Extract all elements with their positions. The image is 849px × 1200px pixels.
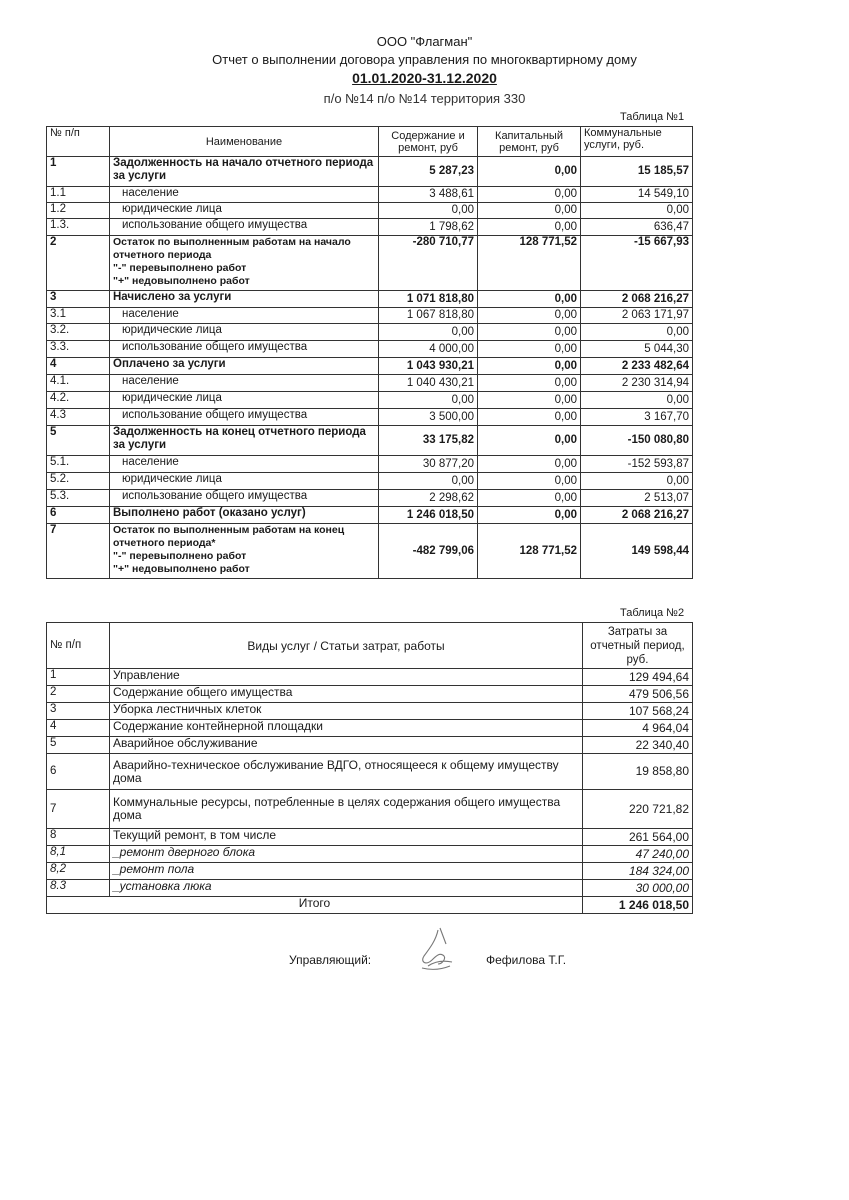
table2-row	[47, 754, 693, 790]
table1-maint-cell: 5 287,23	[379, 157, 478, 187]
table1-utility-cell: 149 598,44	[581, 524, 693, 579]
table2-name-cell: Коммунальные ресурсы, потребленные в целях содержания общего имущества дома	[110, 790, 583, 829]
table1-num-cell: 4	[47, 358, 110, 375]
table1-row	[47, 409, 693, 426]
table1-utility-cell: 15 185,57	[581, 157, 693, 187]
table1-utility-cell: 0,00	[581, 324, 693, 341]
table1-capital-cell: 0,00	[478, 203, 581, 219]
table1-capital-cell: 128 771,52	[478, 236, 581, 291]
table1-num-cell: 1.3.	[47, 219, 110, 236]
table2-name-cell: Уборка лестничных клеток	[110, 703, 583, 720]
table1-utility-cell: 0,00	[581, 392, 693, 409]
table1-header-num: № п/п	[47, 127, 110, 157]
table2-header-cost: Затраты за отчетный период, руб.	[583, 623, 693, 669]
table2-row	[47, 846, 693, 863]
table2-header-num: № п/п	[47, 623, 110, 669]
table1-num-cell: 1.2	[47, 203, 110, 219]
report-subtitle: п/о №14 п/о №14 территория 330	[323, 91, 526, 106]
table1-row	[47, 392, 693, 409]
table1-name-cell: население	[110, 375, 379, 392]
table1-row	[47, 203, 693, 219]
table1-utility-cell: 2 233 482,64	[581, 358, 693, 375]
table1-maint-cell: 0,00	[379, 324, 478, 341]
table2-num-cell: 7	[47, 790, 110, 829]
table1-name-line: "+" недовыполнено работ	[113, 563, 250, 575]
table1-maint-cell: 0,00	[379, 473, 478, 490]
table1-maint-cell: 1 071 818,80	[379, 291, 478, 308]
table2-cost-cell: 47 240,00	[583, 846, 693, 863]
table1-name-cell: использование общего имущества	[110, 490, 379, 507]
table2-cost-cell: 220 721,82	[583, 790, 693, 829]
table1-row	[47, 324, 693, 341]
table1-capital-cell: 0,00	[478, 490, 581, 507]
table2-num-cell: 3	[47, 703, 110, 720]
table1-maint-cell: 1 067 818,80	[379, 308, 478, 324]
table2-row	[47, 703, 693, 720]
table1-maint-cell: 2 298,62	[379, 490, 478, 507]
table1-num-cell: 4.2.	[47, 392, 110, 409]
table1-num-cell: 3	[47, 291, 110, 308]
table1-row	[47, 490, 693, 507]
table2-row	[47, 686, 693, 703]
table1-name-cell: Выполнено работ (оказано услуг)	[110, 507, 379, 524]
table1-utility-cell: 2 063 171,97	[581, 308, 693, 324]
table1-capital-cell: 0,00	[478, 324, 581, 341]
table2-name-cell: _установка люка	[110, 880, 583, 897]
table1-maint-cell: 3 488,61	[379, 187, 478, 203]
table2-cost-cell: 129 494,64	[583, 669, 693, 686]
table1-utility-cell: 2 068 216,27	[581, 507, 693, 524]
table1-num-cell: 2	[47, 236, 110, 291]
table1-capital-cell: 0,00	[478, 291, 581, 308]
table1-maint-cell: 0,00	[379, 203, 478, 219]
table1-name-line: Остаток по выполненным работам на конец отчетного периода*	[113, 524, 345, 549]
table1-maint-cell: 30 877,20	[379, 456, 478, 473]
table2-name-cell: Содержание контейнерной площадки	[110, 720, 583, 737]
table1-utility-cell: 2 068 216,27	[581, 291, 693, 308]
table1-row	[47, 341, 693, 358]
table1-maint-cell: -482 799,06	[379, 524, 478, 579]
table2-row	[47, 720, 693, 737]
table2-header-name: Виды услуг / Статьи затрат, работы	[110, 623, 583, 669]
table2-label: Таблица №2	[620, 607, 685, 619]
table2-row	[47, 863, 693, 880]
table1-capital-cell: 0,00	[478, 219, 581, 236]
table2-name-cell: _ремонт дверного блока	[110, 846, 583, 863]
table1-utility-cell: 0,00	[581, 473, 693, 490]
table2-num-cell: 6	[47, 754, 110, 790]
table1-capital-cell: 0,00	[478, 507, 581, 524]
table1-capital-cell: 128 771,52	[478, 524, 581, 579]
table2-row	[47, 829, 693, 846]
table1-name-cell: Оплачено за услуги	[110, 358, 379, 375]
table1-num-cell: 1	[47, 157, 110, 187]
table2-name-cell: Управление	[110, 669, 583, 686]
table1-capital-cell: 0,00	[478, 157, 581, 187]
table1-num-cell: 4.1.	[47, 375, 110, 392]
table1-name-cell: юридические лица	[110, 203, 379, 219]
table2-total-value: 1 246 018,50	[583, 897, 693, 914]
table-1	[46, 126, 693, 579]
table1-name-cell: использование общего имущества	[110, 409, 379, 426]
table1-capital-cell: 0,00	[478, 187, 581, 203]
table1-row	[47, 358, 693, 375]
table1-name-cell	[110, 236, 379, 291]
table1-num-cell: 7	[47, 524, 110, 579]
table1-capital-cell: 0,00	[478, 308, 581, 324]
table1-name-line: Остаток по выполненным работам на начало отчетного периода	[113, 236, 351, 261]
table1-capital-cell: 0,00	[478, 375, 581, 392]
table2-total-row	[47, 897, 693, 914]
table1-row	[47, 236, 693, 291]
table1-utility-cell: 2 230 314,94	[581, 375, 693, 392]
table1-maint-cell: 1 798,62	[379, 219, 478, 236]
table2-num-cell: 8,2	[47, 863, 110, 880]
table2-header-row	[47, 623, 693, 669]
table1-capital-cell: 0,00	[478, 409, 581, 426]
organization-name: ООО "Флагман"	[376, 34, 473, 49]
table1-num-cell: 3.3.	[47, 341, 110, 358]
table1-num-cell: 5.1.	[47, 456, 110, 473]
table1-maint-cell: 1 043 930,21	[379, 358, 478, 375]
table1-row	[47, 524, 693, 579]
report-title: Отчет о выполнении договора управления по многоквартирному дому	[212, 52, 637, 67]
table2-cost-cell: 184 324,00	[583, 863, 693, 880]
table1-name-line: "+" недовыполнено работ	[113, 275, 250, 287]
table1-row	[47, 219, 693, 236]
report-period: 01.01.2020-31.12.2020	[352, 70, 497, 86]
table2-row	[47, 880, 693, 897]
table1-capital-cell: 0,00	[478, 392, 581, 409]
table1-capital-cell: 0,00	[478, 341, 581, 358]
table1-header-maint: Содержание и ремонт, руб	[379, 127, 478, 157]
table1-maint-cell: 4 000,00	[379, 341, 478, 358]
table2-name-cell: Аварийное обслуживание	[110, 737, 583, 754]
table2-row	[47, 737, 693, 754]
table1-name-cell: использование общего имущества	[110, 219, 379, 236]
table1-maint-cell: 33 175,82	[379, 426, 478, 456]
table1-row	[47, 456, 693, 473]
table1-row	[47, 507, 693, 524]
table1-name-cell: Начислено за услуги	[110, 291, 379, 308]
table1-header-utility: Коммунальные услуги, руб.	[581, 127, 693, 157]
handwritten-signature-mark	[416, 926, 458, 972]
table2-cost-cell: 261 564,00	[583, 829, 693, 846]
table1-label: Таблица №1	[620, 111, 685, 123]
table2-name-cell: _ремонт пола	[110, 863, 583, 880]
table2-cost-cell: 30 000,00	[583, 880, 693, 897]
table1-capital-cell: 0,00	[478, 473, 581, 490]
table2-row	[47, 669, 693, 686]
table1-utility-cell: 5 044,30	[581, 341, 693, 358]
table1-maint-cell: 1 246 018,50	[379, 507, 478, 524]
table1-utility-cell: -15 667,93	[581, 236, 693, 291]
table1-row	[47, 291, 693, 308]
table1-row	[47, 426, 693, 456]
table1-name-cell: население	[110, 456, 379, 473]
table1-row	[47, 187, 693, 203]
table-2	[46, 622, 693, 914]
table2-cost-cell: 479 506,56	[583, 686, 693, 703]
table1-name-cell: Задолженность на конец отчетного периода за услуги	[110, 426, 379, 456]
table1-header-row	[47, 127, 693, 157]
table1-num-cell: 6	[47, 507, 110, 524]
table2-row	[47, 790, 693, 829]
table2-num-cell: 8.3	[47, 880, 110, 897]
table1-num-cell: 5	[47, 426, 110, 456]
table1-num-cell: 3.1	[47, 308, 110, 324]
table1-row	[47, 473, 693, 490]
table2-cost-cell: 107 568,24	[583, 703, 693, 720]
table2-name-cell: Текущий ремонт, в том числе	[110, 829, 583, 846]
signature-role: Управляющий:	[289, 953, 372, 967]
table2-num-cell: 2	[47, 686, 110, 703]
table1-num-cell: 5.2.	[47, 473, 110, 490]
table2-num-cell: 4	[47, 720, 110, 737]
table1-name-line: "-" перевыполнено работ	[113, 262, 247, 274]
table1-maint-cell: 1 040 430,21	[379, 375, 478, 392]
table2-cost-cell: 22 340,40	[583, 737, 693, 754]
table2-total-label: Итого	[47, 897, 583, 914]
table1-utility-cell: 0,00	[581, 203, 693, 219]
table2-num-cell: 5	[47, 737, 110, 754]
table1-name-cell: юридические лица	[110, 392, 379, 409]
table1-row	[47, 375, 693, 392]
table1-num-cell: 1.1	[47, 187, 110, 203]
table2-num-cell: 8	[47, 829, 110, 846]
table1-maint-cell: 3 500,00	[379, 409, 478, 426]
table1-num-cell: 3.2.	[47, 324, 110, 341]
table1-maint-cell: -280 710,77	[379, 236, 478, 291]
table1-row	[47, 308, 693, 324]
table1-name-cell	[110, 524, 379, 579]
table1-utility-cell: -152 593,87	[581, 456, 693, 473]
table1-capital-cell: 0,00	[478, 426, 581, 456]
table1-num-cell: 4.3	[47, 409, 110, 426]
table2-num-cell: 8,1	[47, 846, 110, 863]
table2-name-cell: Аварийно-техническое обслуживание ВДГО, относящееся к общему имуществу дома	[110, 754, 583, 790]
table1-name-cell: население	[110, 187, 379, 203]
table1-utility-cell: 2 513,07	[581, 490, 693, 507]
table1-header-capital: Капитальный ремонт, руб	[478, 127, 581, 157]
table1-utility-cell: 3 167,70	[581, 409, 693, 426]
signature-name: Фефилова Т.Г.	[486, 953, 567, 967]
table1-row	[47, 157, 693, 187]
table1-name-cell: население	[110, 308, 379, 324]
table1-name-cell: юридические лица	[110, 473, 379, 490]
table1-name-cell: Задолженность на начало отчетного периода за услуги	[110, 157, 379, 187]
table2-num-cell: 1	[47, 669, 110, 686]
table1-header-name: Наименование	[110, 127, 379, 157]
table2-cost-cell: 19 858,80	[583, 754, 693, 790]
table1-name-cell: использование общего имущества	[110, 341, 379, 358]
table2-name-cell: Содержание общего имущества	[110, 686, 583, 703]
table1-utility-cell: 636,47	[581, 219, 693, 236]
table1-maint-cell: 0,00	[379, 392, 478, 409]
table1-name-cell: юридические лица	[110, 324, 379, 341]
table1-capital-cell: 0,00	[478, 456, 581, 473]
table1-capital-cell: 0,00	[478, 358, 581, 375]
table2-cost-cell: 4 964,04	[583, 720, 693, 737]
table1-name-line: "-" перевыполнено работ	[113, 550, 247, 562]
table1-num-cell: 5.3.	[47, 490, 110, 507]
table1-utility-cell: -150 080,80	[581, 426, 693, 456]
table1-utility-cell: 14 549,10	[581, 187, 693, 203]
